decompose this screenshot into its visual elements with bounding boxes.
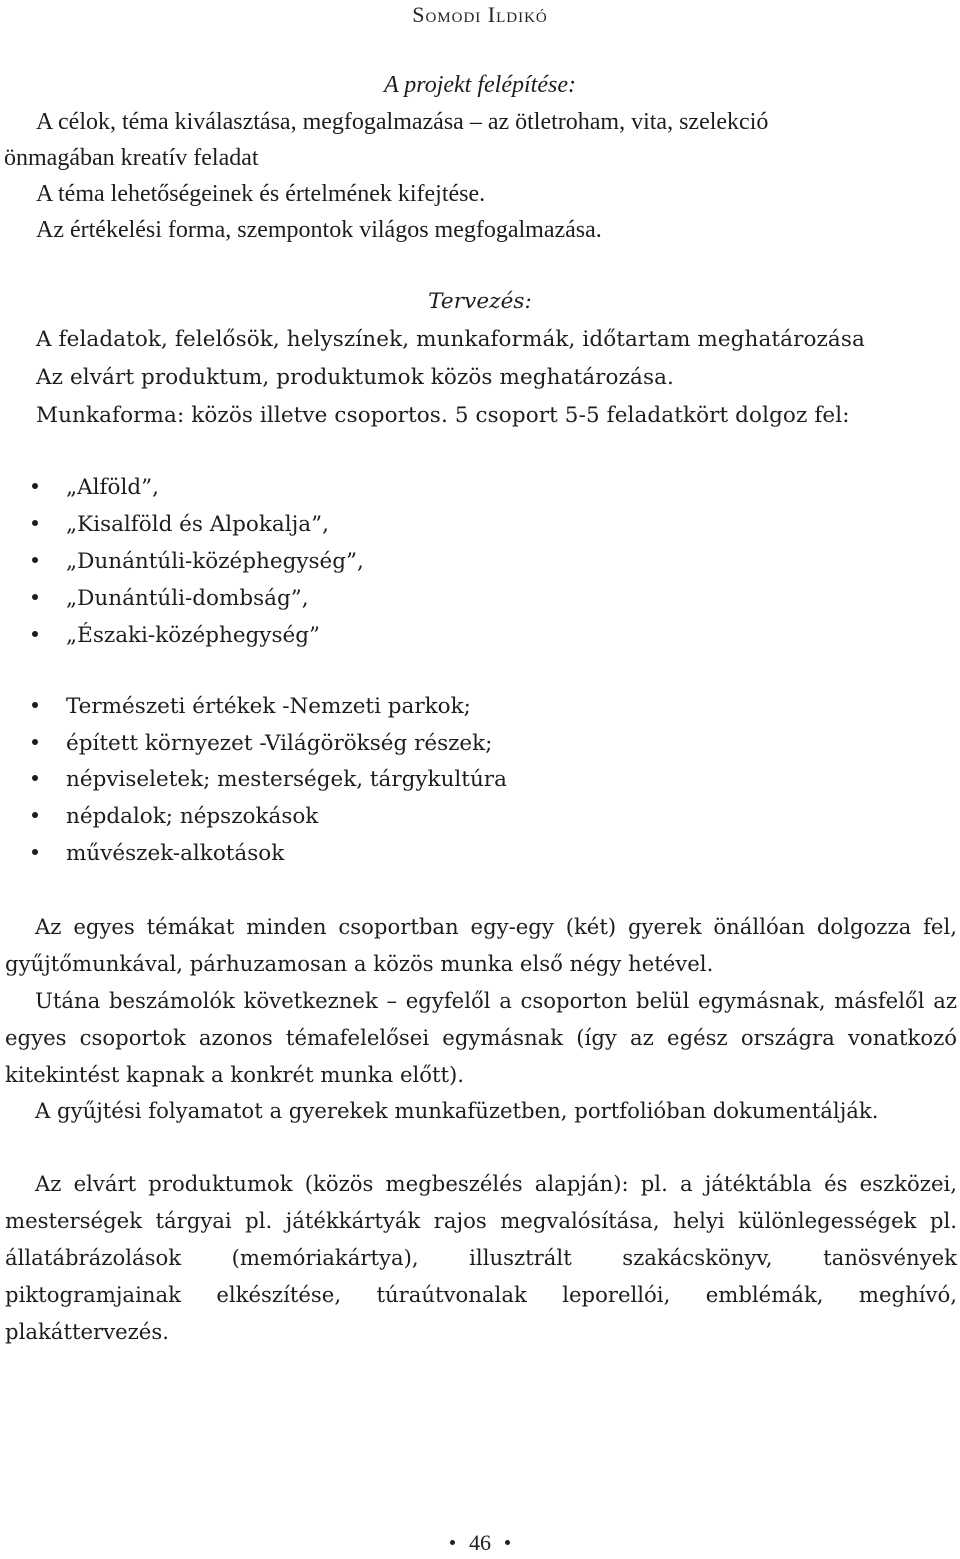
bullet-icon <box>450 1540 455 1545</box>
project-line: A célok, téma kiválasztása, megfogalmazása – az ötletroham, vita, szelekció <box>36 109 769 135</box>
bullet-icon <box>505 1540 510 1545</box>
bullet-icon <box>32 702 38 708</box>
project-line: önmagában kreatív feladat <box>4 145 259 171</box>
planning-heading: Tervezés: <box>428 289 532 314</box>
topic-list-item: népviseletek; mesterségek, tárgykultúra <box>32 765 507 795</box>
body-paragraph: Az egyes témákat minden csoportban egy-egy (két) gyerek önállóan dolgozza fel, gyűjtőmunkával, párhuzamosan a közös munka első négy hetével. <box>5 914 957 976</box>
body-paragraph: Utána beszámolók következnek – egyfelől a csoporton belül egymásnak, másfelől az egyes csoportok azonos témafelelősei egymásnak (így az egész országra vonatkozó kitekintést kapnak a konkrét munka előtt). <box>5 988 957 1087</box>
topic-list-item: népdalok; népszokások <box>32 802 318 832</box>
body-paragraph: Az elvárt produktumok (közös megbeszélés alapján): pl. a játéktábla és eszközei, mesterségek tárgyai pl. játékkártyák rajos megvalósítása, helyi különlegességek pl. állatábrázolások (memóriakártya), illusztrált szakácskönyv, tanösvények piktogramjainak elkészítése, túraútvonalak leporellói, emblémák, meghívó, plakáttervezés. <box>5 1171 957 1344</box>
region-list-item: „Dunántúli-dombság”, <box>32 584 309 614</box>
running-header-author: Somodi Ildikó <box>412 2 548 27</box>
bullet-icon <box>32 812 38 818</box>
planning-line: Munkaforma: közös illetve csoportos. 5 csoport 5-5 feladatkört dolgoz fel: <box>36 403 850 428</box>
page-number: 46 <box>0 1530 960 1556</box>
project-line: Az értékelési forma, szempontok világos megfogalmazása. <box>36 217 602 243</box>
region-list-item: „Északi-középhegység” <box>32 621 320 651</box>
bullet-icon <box>32 739 38 745</box>
bullet-icon <box>32 557 38 563</box>
bullet-icon <box>32 849 38 855</box>
bullet-icon <box>32 483 38 489</box>
project-line: A téma lehetőségeinek és értelmének kifejtése. <box>36 181 486 207</box>
bullet-icon <box>32 594 38 600</box>
body-paragraph: A gyűjtési folyamatot a gyerekek munkafüzetben, portfolióban dokumentálják. <box>35 1098 879 1123</box>
topic-list-item: épített környezet -Világörökség részek; <box>32 729 492 759</box>
region-list-item: „Kisalföld és Alpokalja”, <box>32 510 329 540</box>
bullet-icon <box>32 775 38 781</box>
region-list-item: „Dunántúli-középhegység”, <box>32 547 364 577</box>
topic-list-item: Természeti értékek -Nemzeti parkok; <box>32 692 471 722</box>
region-list-item: „Alföld”, <box>32 473 159 503</box>
planning-line: A feladatok, felelősök, helyszínek, munkaformák, időtartam meghatározása <box>36 327 865 352</box>
project-heading: A projekt felépítése: <box>384 72 576 98</box>
bullet-icon <box>32 631 38 637</box>
planning-line: Az elvárt produktum, produktumok közös meghatározása. <box>36 365 674 390</box>
topic-list-item: művészek-alkotások <box>32 839 284 869</box>
bullet-icon <box>32 520 38 526</box>
